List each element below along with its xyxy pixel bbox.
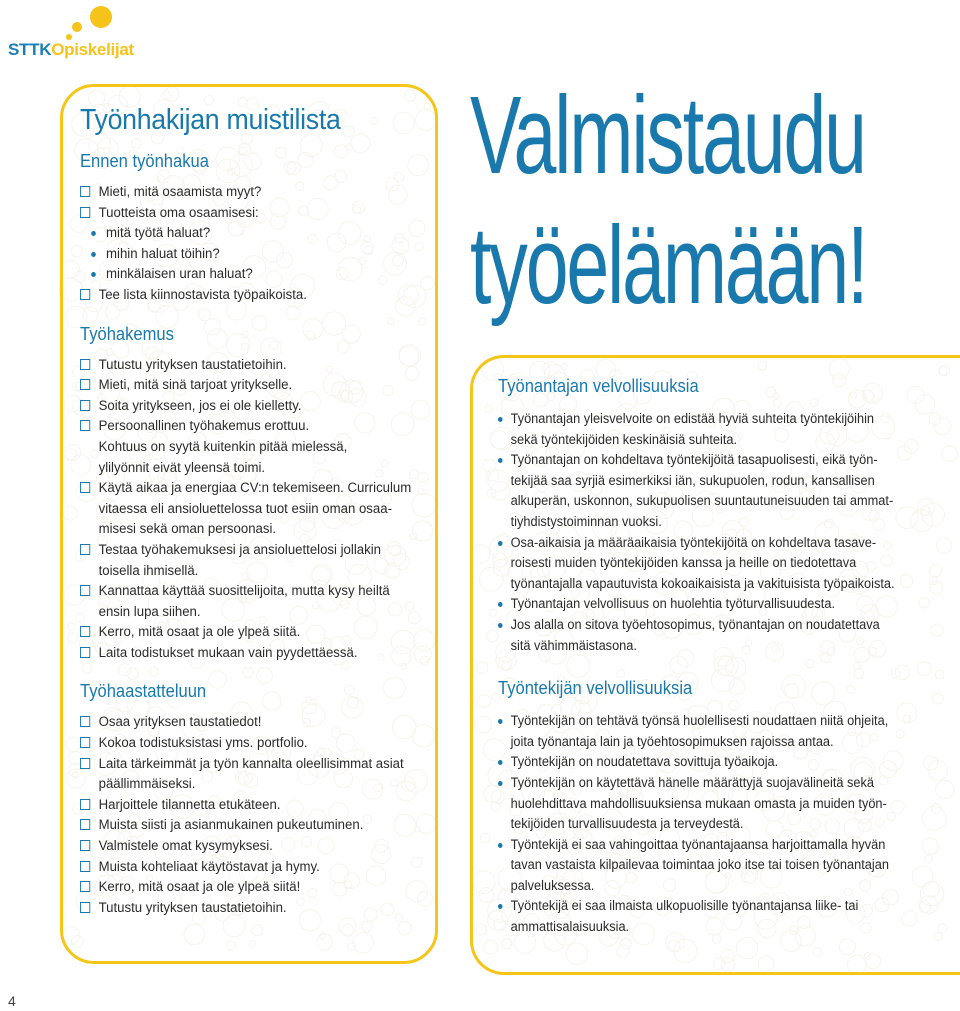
bullet-item: Osa-aikaisia ja määräaikaisia työntekijöitä on kohdeltava tasave- [498, 533, 934, 554]
obligations-content [498, 376, 938, 938]
checkbox-icon [80, 289, 90, 300]
bullet-item: Työnantajan on kohdeltava työntekijöitä tasapuolisesti, eikä työn- [498, 450, 934, 471]
item-continuation: toisella ihmisellä. [98, 562, 199, 579]
sub-item: mihin haluat töihin? [80, 244, 406, 265]
headline [470, 74, 960, 327]
checklist-title: Työnhakijan muistilista [80, 104, 341, 136]
bullet-continuation: tiyhdistystoiminnan vuoksi. [510, 513, 662, 530]
checkbox-icon [80, 420, 90, 431]
bullet-icon [498, 623, 503, 628]
checkbox-icon [80, 716, 90, 727]
bullet-icon [498, 760, 503, 765]
bullet-icon [498, 541, 503, 546]
bullet-item: Työntekijä ei saa ilmaista ulkopuolisille työnantajansa liike- tai [498, 896, 934, 917]
checkbox-icon [80, 902, 90, 913]
checklist-item: Kerro, mitä osaat ja ole ylpeä siitä! [80, 877, 443, 898]
checkbox-icon [80, 207, 90, 218]
section-tyontekija [498, 678, 938, 938]
logo-text: STTKOpiskelijat [8, 40, 134, 59]
checklist-item: Kannattaa käyttää suosittelijoita, mutta kysy heiltä [80, 581, 443, 602]
checkbox-icon [80, 400, 90, 411]
section-haastattelu [80, 681, 430, 918]
checklist-item: Laita todistukset mukaan vain pyydettäessä. [80, 643, 443, 664]
checklist-item: Persoonallinen työhakemus erottuu. [80, 416, 443, 437]
bullet-icon [91, 252, 96, 257]
bullet-item: Työntekijän on käytettävä hänelle määrättyjä suojavälineitä sekä [498, 773, 934, 794]
section-ennen [80, 151, 430, 306]
bullet-continuation: tavan vastaista kilpailevaa toimintaa joko itse tai toisen työnantajan [510, 857, 889, 874]
checkbox-icon [80, 758, 90, 769]
bullet-continuation: sitä vähimmäistasona. [510, 637, 637, 654]
checklist-item: Soita yritykseen, jos ei ole kielletty. [80, 396, 443, 417]
checklist-item: Mieti, mitä osaamista myyt? [80, 182, 443, 203]
bullet-continuation: roisesti muiden työntekijöiden kanssa ja heille on tiedotettava [510, 555, 857, 572]
bullet-continuation: palveluksessa. [510, 877, 595, 894]
checklist-item: Tutustu yrityksen taustatietoihin. [80, 898, 443, 919]
checkbox-icon [80, 585, 90, 596]
checkbox-icon [80, 819, 90, 830]
logo-dot-icon [72, 22, 82, 32]
bullet-icon [498, 843, 503, 848]
item-continuation: misesi sekä oman persoonasi. [98, 521, 277, 538]
bullet-icon [91, 231, 96, 236]
checklist-item: Tuotteista oma osaamisesi: [80, 203, 443, 224]
sub-item: mitä työtä haluat? [80, 223, 406, 244]
item-continuation: vitaessa eli ansioluettelossa tuot esiin oman osaa- [98, 500, 392, 517]
checklist-item: Muista siisti ja asianmukainen pukeutuminen. [80, 815, 443, 836]
checklist-item: Mieti, mitä sinä tarjoat yritykselle. [80, 375, 443, 396]
checklist-item: Harjoittele tilannetta etukäteen. [80, 795, 443, 816]
checklist-item: Testaa työhakemuksesi ja ansioluettelosi jollakin [80, 540, 443, 561]
checklist-item: Kerro, mitä osaat ja ole ylpeä siitä. [80, 622, 443, 643]
bullet-item: Työnantajan velvollisuus on huolehtia työturvallisuudesta. [498, 594, 934, 615]
checkbox-icon [80, 626, 90, 637]
section-title: Työnantajan velvollisuuksia [498, 376, 699, 396]
bullet-item: Työntekijän on tehtävä työnsä huolellisesti noudattaen niitä ohjeita, [498, 711, 934, 732]
sub-item: minkälaisen uran haluat? [80, 264, 406, 285]
checkbox-icon [80, 482, 90, 493]
section-title: Työhakemus [80, 323, 174, 344]
bullet-item: Työntekijän on noudatettava sovittuja työaikoja. [498, 752, 934, 773]
checkbox-icon [80, 544, 90, 555]
bullet-continuation: joita työnantaja lain ja työehtosopimuksen rajoissa antaa. [510, 733, 834, 750]
bullet-item: Työntekijä ei saa vahingoittaa työnantajaansa harjoittamalla hyvän [498, 835, 934, 856]
bullet-continuation: tekijää saa syrjiä esimerkiksi iän, sukupuolen, rodun, kansallisen [510, 472, 875, 489]
logo-sun-icon [90, 6, 112, 28]
bullet-continuation: tekijöiden turvallisuudesta ja terveydestä. [510, 816, 744, 833]
checkbox-icon [80, 379, 90, 390]
headline-line-1: Valmistaudu [470, 74, 865, 197]
bullet-icon [498, 417, 503, 422]
checkbox-icon [80, 737, 90, 748]
bullet-icon [498, 719, 503, 724]
checklist-item: Tutustu yrityksen taustatietoihin. [80, 355, 443, 376]
bullet-icon [498, 781, 503, 786]
checklist-item: Osaa yrityksen taustatiedot! [80, 712, 443, 733]
checkbox-icon [80, 186, 90, 197]
checkbox-icon [80, 840, 90, 851]
headline-line-2: työelämään! [470, 204, 867, 327]
checkbox-icon [80, 359, 90, 370]
bullet-icon [498, 602, 503, 607]
section-title: Ennen työnhakua [80, 151, 209, 171]
bullet-item: Työnantajan yleisvelvoite on edistää hyviä suhteita työntekijöihin [498, 409, 934, 430]
checklist-item: Tee lista kiinnostavista työpaikoista. [80, 285, 443, 306]
section-hakemus [80, 324, 430, 664]
sttk-opiskelijat-logo [8, 4, 148, 64]
bullet-item: Jos alalla on sitova työehtosopimus, työnantajan on noudatettava [498, 615, 934, 636]
checklist-item: Käytä aikaa ja energiaa CV:n tekemiseen. Curriculum [80, 478, 443, 499]
section-tyonantaja [498, 376, 938, 656]
item-continuation: päällimmäiseksi. [98, 776, 196, 793]
bullet-continuation: sekä työntekijöiden keskinäisiä suhteita. [510, 431, 738, 448]
item-continuation: ylilyönnit eivät yleensä toimi. [98, 459, 266, 476]
bullet-icon [498, 458, 503, 463]
bullet-continuation: alkuperän, uskonnon, sukupuolisen suuntautuneisuuden tai ammat- [510, 493, 894, 510]
checklist-item: Muista kohteliaat käytöstavat ja hymy. [80, 857, 443, 878]
checkbox-icon [80, 881, 90, 892]
bullet-continuation: työnantajalla vapautuvista kokoaikaisista ja vakituisista työpaikoista. [510, 575, 895, 592]
bullet-continuation: huolehdittava mahdollisuuksiensa mukaan omasta ja muiden työn- [510, 795, 887, 812]
checkbox-icon [80, 647, 90, 658]
checklist-item: Kokoa todistuksistasi yms. portfolio. [80, 733, 443, 754]
checklist-item: Valmistele omat kysymyksesi. [80, 836, 443, 857]
section-title: Työhaastatteluun [80, 681, 207, 702]
page-number: 4 [8, 993, 16, 1009]
section-title: Työntekijän velvollisuuksia [498, 678, 693, 699]
checklist-content [80, 104, 430, 918]
item-continuation: ensin lupa siihen. [98, 603, 201, 620]
checkbox-icon [80, 799, 90, 810]
checkbox-icon [80, 861, 90, 872]
checklist-item: Laita tärkeimmät ja työn kannalta oleellisimmat asiat [80, 754, 443, 775]
bullet-icon [498, 904, 503, 909]
bullet-continuation: ammattisalaisuuksia. [510, 919, 630, 936]
item-continuation: Kohtuus on syytä kuitenkin pitää mielessä, [98, 438, 348, 455]
bullet-icon [91, 272, 96, 277]
